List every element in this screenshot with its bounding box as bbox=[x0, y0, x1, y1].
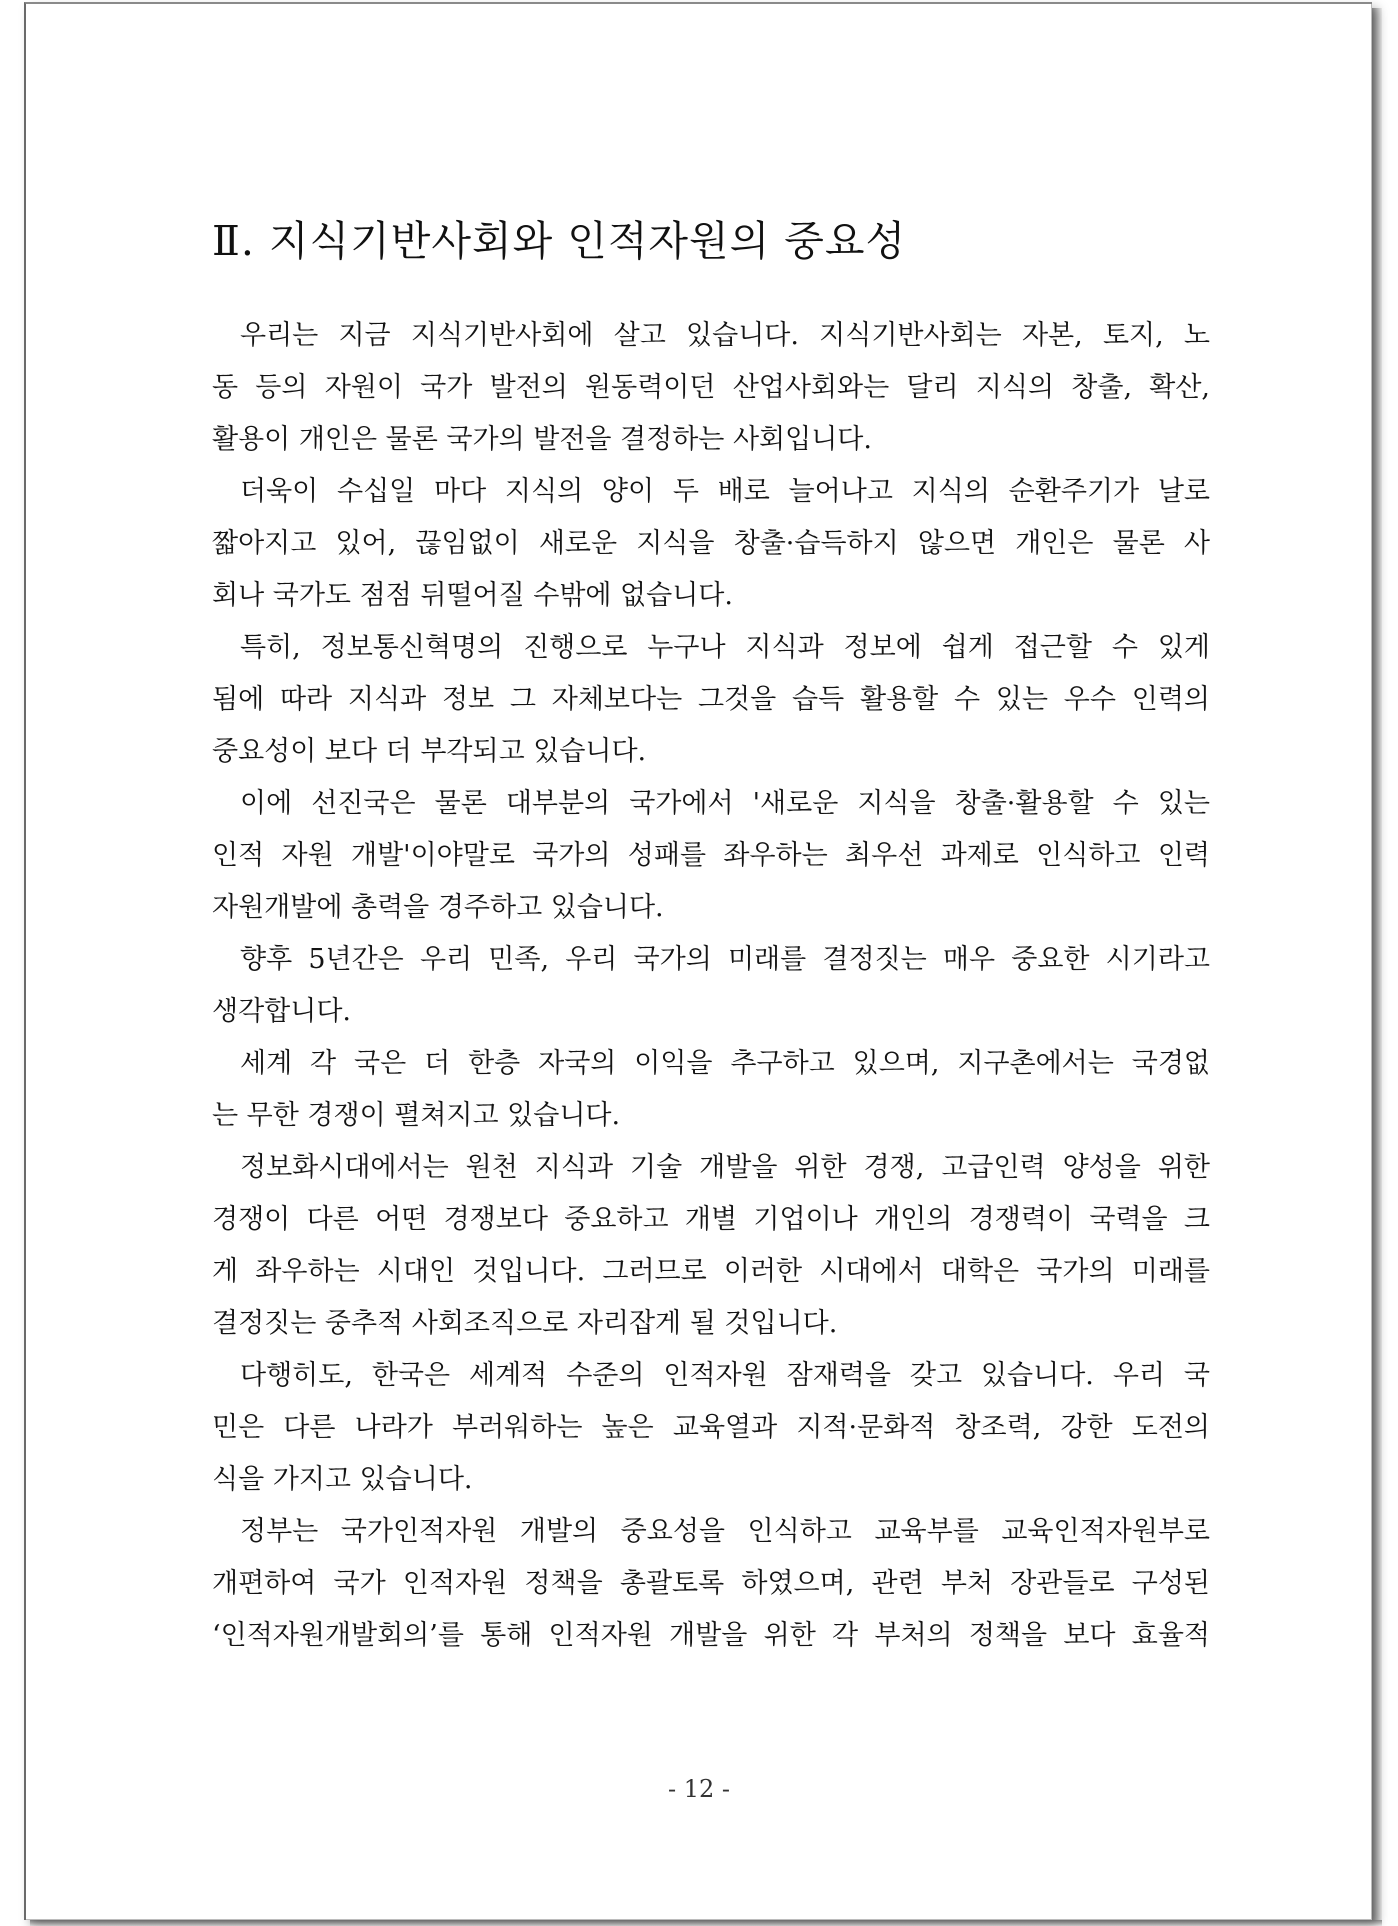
body-line: 다행히도, 한국은 세계적 수준의 인적자원 잠재력을 갖고 있습니다. 우리 국 bbox=[240, 1360, 1210, 1391]
body-line: 활용이 개인은 물론 국가의 발전을 결정하는 사회입니다. bbox=[212, 424, 872, 455]
body-line: 정보화시대에서는 원천 지식과 기술 개발을 위한 경쟁, 고급인력 양성을 위한 bbox=[240, 1152, 1210, 1183]
body-line: 세계 각 국은 더 한층 자국의 이익을 추구하고 있으며, 지구촌에서는 국경없 bbox=[240, 1048, 1210, 1079]
body-line: 회나 국가도 점점 뒤떨어질 수밖에 없습니다. bbox=[212, 580, 733, 611]
body-line: 인적 자원 개발'이야말로 국가의 성패를 좌우하는 최우선 과제로 인식하고 인력 bbox=[212, 840, 1210, 871]
body-line: 는 무한 경쟁이 펼쳐지고 있습니다. bbox=[212, 1100, 621, 1131]
section-title: Ⅱ. 지식기반사회와 인적자원의 중요성 bbox=[212, 217, 907, 265]
page-shadow-bottom bbox=[30, 1920, 1382, 1926]
body-line: 게 좌우하는 시대인 것입니다. 그러므로 이러한 시대에서 대학은 국가의 미래를 bbox=[212, 1256, 1210, 1287]
body-line: 더욱이 수십일 마다 지식의 양이 두 배로 늘어나고 지식의 순환주기가 날로 bbox=[240, 476, 1210, 507]
body-line: 짧아지고 있어, 끊임없이 새로운 지식을 창출·습득하지 않으면 개인은 물론 사 bbox=[212, 528, 1210, 559]
body-line: 정부는 국가인적자원 개발의 중요성을 인식하고 교육부를 교육인적자원부로 bbox=[240, 1516, 1210, 1547]
body-text bbox=[212, 310, 1210, 1662]
body-line: 결정짓는 중추적 사회조직으로 자리잡게 될 것입니다. bbox=[212, 1308, 838, 1339]
body-line: 우리는 지금 지식기반사회에 살고 있습니다. 지식기반사회는 자본, 토지, 노 bbox=[240, 320, 1210, 351]
body-line: ‘인적자원개발회의’를 통해 인적자원 개발을 위한 각 부처의 정책을 보다 효율적 bbox=[212, 1620, 1210, 1651]
body-line: 자원개발에 총력을 경주하고 있습니다. bbox=[212, 892, 664, 923]
body-line: 식을 가지고 있습니다. bbox=[212, 1464, 473, 1495]
body-line: 생각합니다. bbox=[212, 996, 351, 1027]
body-line: 됨에 따라 지식과 정보 그 자체보다는 그것을 습득 활용할 수 있는 우수 인력의 bbox=[212, 684, 1210, 715]
page-shadow-right bbox=[1372, 8, 1382, 1920]
body-line: 이에 선진국은 물론 대부분의 국가에서 '새로운 지식을 창출·활용할 수 있는 bbox=[240, 788, 1210, 819]
body-line: 향후 5년간은 우리 민족, 우리 국가의 미래를 결정짓는 매우 중요한 시기라고 bbox=[240, 944, 1210, 975]
body-line: 특히, 정보통신혁명의 진행으로 누구나 지식과 정보에 쉽게 접근할 수 있게 bbox=[240, 632, 1210, 663]
body-line: 동 등의 자원이 국가 발전의 원동력이던 산업사회와는 달리 지식의 창출, 확산, bbox=[212, 372, 1210, 403]
body-line: 민은 다른 나라가 부러워하는 높은 교육열과 지적·문화적 창조력, 강한 도전의 bbox=[212, 1412, 1210, 1443]
body-line: 개편하여 국가 인적자원 정책을 총괄토록 하였으며, 관련 부처 장관들로 구성된 bbox=[212, 1568, 1210, 1599]
body-line: 중요성이 보다 더 부각되고 있습니다. bbox=[212, 736, 647, 767]
page-number: - 12 - bbox=[667, 1775, 730, 1803]
body-line: 경쟁이 다른 어떤 경쟁보다 중요하고 개별 기업이나 개인의 경쟁력이 국력을 크 bbox=[212, 1204, 1210, 1235]
